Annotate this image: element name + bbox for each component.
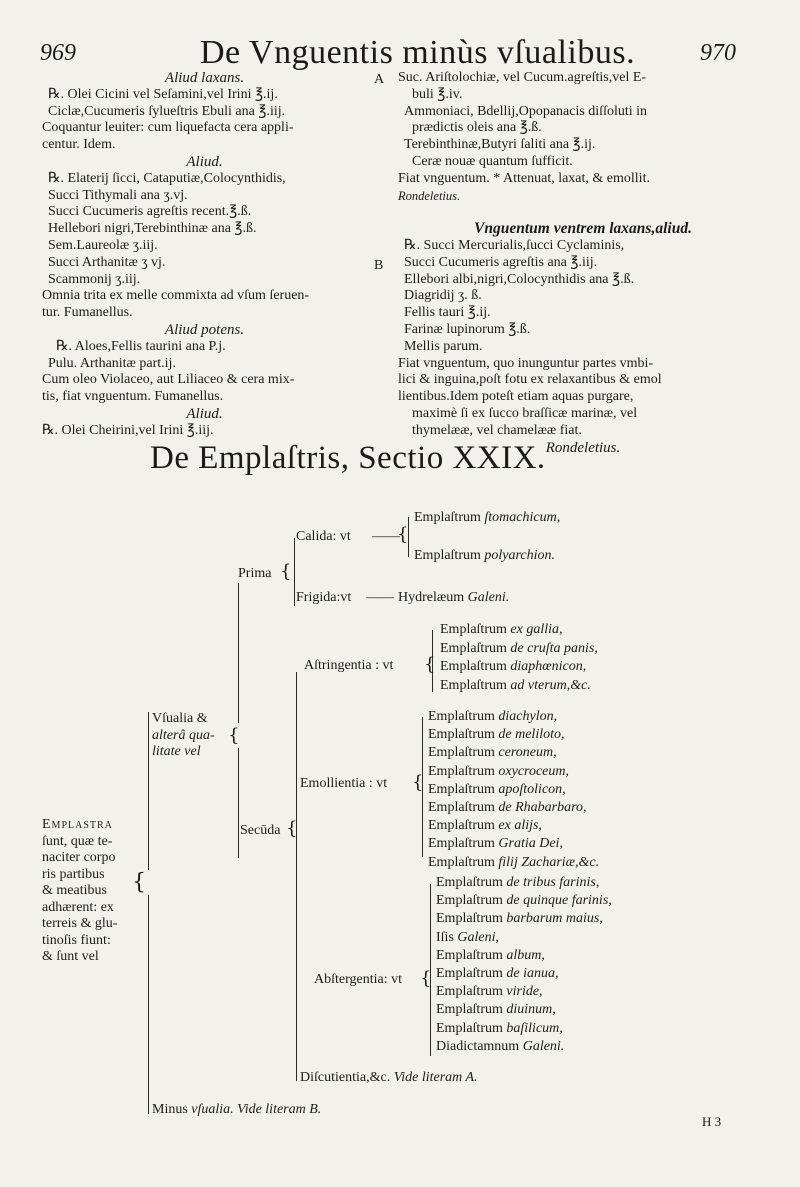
brace-vsualia: { [228, 725, 240, 746]
right-column-line: Succi Cucumeris agreſtis ana ℥.iij. [404, 254, 598, 270]
emollientia-item: Emplaſtrum de Rhabarbaro, [428, 800, 587, 815]
vsualia-line: alterâ qua- [152, 727, 215, 743]
root-note-line: ris partibus [42, 866, 105, 882]
brace-prima: { [280, 561, 292, 582]
brace-line-emollientia [422, 717, 423, 857]
left-column-line: ℞. Olei Cheirini,vel Irini ℥.iij. [42, 422, 214, 438]
right-column-line: Ellebori albi,nigri,Colocynthidis ana ℥.ß. [404, 271, 635, 287]
right-column-line: lici & inguina,poſt fotu ex relaxantibus & emol [398, 372, 662, 388]
minus-vsualia-item: Minus vſualia. Vide literam B. [152, 1102, 322, 1117]
emollientia-item: Emplaſtrum apoſtolicon, [428, 781, 566, 797]
left-column-line: Hellebori nigri,Terebinthinæ ana ℥.ß. [48, 221, 257, 237]
brace-emollientia: { [412, 772, 424, 793]
abstergentia-item: Emplaſtrum barbarum maius, [436, 911, 603, 927]
margin-letter-a: A [374, 72, 385, 87]
right-column-line: Suc. Ariſtolochiæ, vel Cucum.agreſtis,vel E- [398, 70, 647, 85]
brace-astringentia: { [424, 654, 436, 675]
right-column-line: maximè ſi ex ſucco braſſicæ marinæ, vel [412, 405, 638, 421]
emollientia-item: Emplaſtrum oxycroceum, [428, 763, 569, 779]
root-note [42, 817, 117, 966]
calida-item: Emplaſtrum ſtomachicum, [414, 510, 561, 525]
right-column-line: lientibus.Idem poteſt etiam aquas purgare, [398, 389, 634, 405]
right-column-line: Farinæ lupinorum ℥.ß. [404, 321, 531, 337]
vsualia-note [152, 711, 215, 761]
left-column-line: Pulu. Arthanitæ part.ij. [48, 355, 176, 371]
abstergentia-item: Emplaſtrum de tribus farinis, [436, 875, 600, 890]
abstergentia-item: Emplaſtrum viride, [436, 984, 543, 1000]
root-note-line: adhærent: ex [42, 899, 114, 915]
right-column-line: thymelææ, vel chamelææ fiat. [412, 422, 582, 438]
left-column-line: Coquantur leuiter: cum liquefacta cera appli- [42, 120, 294, 136]
astringentia-item: Emplaſtrum diaphœnicon, [440, 659, 587, 674]
left-column-line: Succi Arthanitæ ʒ vj. [48, 254, 166, 270]
left-column-line: Scammonij ʒ.iij. [48, 271, 141, 287]
emollientia-item: Emplaſtrum ceroneum, [428, 745, 557, 761]
right-column-line [398, 204, 768, 221]
signature-mark: H 3 [702, 1114, 722, 1129]
calida-dash: —— [372, 529, 400, 544]
brace-line-vsualia-lower [238, 748, 239, 858]
left-column-line: Cum oleo Violaceo, aut Liliaceo & cera mix- [42, 372, 295, 388]
right-column-line: buli ℥.iv. [412, 86, 463, 102]
brace-calida: { [397, 524, 409, 545]
emollientia-item: Emplaſtrum de meliloto, [428, 727, 565, 743]
secunda-label: Secūda [240, 823, 281, 838]
brace-root: { [132, 870, 146, 895]
section-title: De Emplaſtris, Sectio XXIX. [150, 440, 546, 476]
brace-line-secunda [296, 672, 297, 1067]
margin-letter-b: B [374, 258, 384, 273]
brace-secunda: { [286, 818, 298, 839]
brace-abstergentia: { [420, 968, 432, 989]
page-number-left: 969 [40, 40, 76, 66]
abstergentia-item: Emplaſtrum de ianua, [436, 966, 559, 981]
astringentia-label: Aſtringentia : vt [304, 658, 394, 673]
abstergentia-item: Diadictamnum Galeni. [436, 1038, 565, 1054]
root-note-line: & meatibus [42, 883, 107, 898]
emollientia-item: Emplaſtrum diachylon, [428, 709, 558, 724]
left-column-line: ℞. Olei Cicini vel Seſamini,vel Irini ℥.ij. [48, 86, 278, 102]
left-column-line: Aliud potens. [164, 321, 245, 338]
brace-line-astringentia [432, 630, 433, 692]
abstergentia-item: Iſis Galeni, [436, 929, 499, 945]
left-column-line: tis, fiat vnguentum. Fumanellus. [42, 389, 224, 405]
emollientia-label: Emollientia : vt [300, 776, 388, 791]
left-column-line: tur. Fumanellus. [42, 305, 133, 321]
brace-line-abstergentia [430, 884, 431, 1056]
right-column-line: prædictis oleis ana ℥.ß. [412, 120, 542, 136]
prima-label: Prima [238, 566, 272, 581]
right-column-line: Diagridij ʒ. ß. [404, 288, 482, 304]
brace-line-prima [294, 538, 295, 606]
emollientia-item: Emplaſtrum ex alijs, [428, 818, 542, 834]
brace-line-discutientia [296, 1067, 297, 1081]
left-column-line: Sem.Laureolæ ʒ.iij. [48, 237, 158, 253]
left-column-line: Aliud. [186, 405, 223, 422]
right-column-line: Terebinthinæ,Butyri ſaliti ana ℥.ij. [404, 137, 596, 153]
right-column-line: Ceræ nouæ quantum ſufficit. [412, 153, 573, 169]
abstergentia-item: Emplaſtrum baſilicum, [436, 1020, 563, 1036]
brace-line-root-upper [148, 712, 149, 870]
right-column-line: Fiat vnguentum, quo inunguntur partes vmbi- [398, 355, 654, 371]
abstergentia-label: Abſtergentia: vt [314, 972, 402, 987]
left-column-line: Aliud. [186, 153, 223, 170]
right-column-line: Mellis parum. [404, 338, 483, 354]
frigida-item: Hydrelæum Galeni. [398, 590, 510, 605]
frigida-dash: —— [366, 590, 394, 605]
left-column-line: Succi Cucumeris agreſtis recent.℥.ß. [48, 204, 252, 220]
running-head-title: De Vnguentis minùs vſualibus. [200, 34, 636, 71]
astringentia-item: Emplaſtrum ad vterum,&c. [440, 677, 591, 693]
left-column-line: Omnia trita ex melle commixta ad vſum ſeruen- [42, 288, 310, 304]
abstergentia-item: Emplaſtrum de quinque farinis, [436, 893, 612, 909]
brace-line-vsualia-upper [238, 583, 239, 723]
root-note-line: Emplastra [42, 817, 113, 832]
emollientia-item: Emplaſtrum filij Zachariæ,&c. [428, 854, 600, 870]
right-column-line: Rondeletius. [398, 188, 461, 203]
frigida-label: Frigida:vt [296, 590, 352, 605]
root-note-line: terreis & glu- [42, 916, 118, 931]
calida-label: Calida: vt [296, 529, 351, 544]
abstergentia-item: Emplaſtrum album, [436, 947, 545, 963]
emollientia-item: Emplaſtrum Gratia Dei, [428, 836, 563, 852]
astringentia-item: Emplaſtrum ex gallia, [440, 622, 563, 637]
left-column-line: Aliud laxans. [164, 70, 245, 86]
left-column-line: ℞. Aloes,Fellis taurini ana P.j. [56, 338, 226, 354]
right-column-line: Fiat vnguentum. * Attenuat, laxat, & emollit. [398, 170, 650, 186]
right-column-line: Rondeletius. [545, 439, 621, 456]
discutientia-item: Diſcutientia,&c. Vide literam A. [300, 1070, 478, 1085]
vsualia-line: Vſualia & [152, 711, 208, 726]
right-column-line: Ammoniaci, Bdellij,Opopanacis diſſoluti in [404, 103, 648, 119]
left-column-line: Succi Tithymali ana ʒ.vj. [48, 187, 188, 203]
page-number-right: 970 [700, 40, 736, 66]
astringentia-item: Emplaſtrum de cruſta panis, [440, 640, 598, 656]
left-column-line: Ciclæ,Cucumeris ſylueſtris Ebuli ana ℥.iij. [48, 103, 286, 119]
left-column-line: centur. Idem. [42, 137, 116, 153]
right-text-column [398, 70, 768, 456]
abstergentia-item: Emplaſtrum diuinum, [436, 1002, 556, 1018]
right-column-line: ℞. Succi Mercurialis,ſucci Cyclaminis, [404, 237, 625, 253]
left-column-line: ℞. Elaterij ſicci, Cataputiæ,Colocynthidis, [48, 170, 286, 186]
vsualia-line: litate vel [152, 744, 201, 759]
root-note-line: naciter corpo [42, 850, 116, 865]
calida-item: Emplaſtrum polyarchion. [414, 548, 556, 563]
right-column-line: Fellis tauri ℥.ij. [404, 305, 491, 321]
root-note-line: & ſunt vel [42, 949, 99, 964]
right-column-line: Vnguentum ventrem laxans,aliud. [474, 220, 692, 238]
root-note-line: tinoſis fiunt: [42, 932, 111, 948]
left-text-column [42, 70, 367, 440]
brace-line-calida [408, 517, 409, 557]
root-note-line: ſunt, quæ te- [42, 833, 113, 849]
brace-line-root-lower [148, 895, 149, 1111]
brace-line-minus [148, 1100, 149, 1114]
